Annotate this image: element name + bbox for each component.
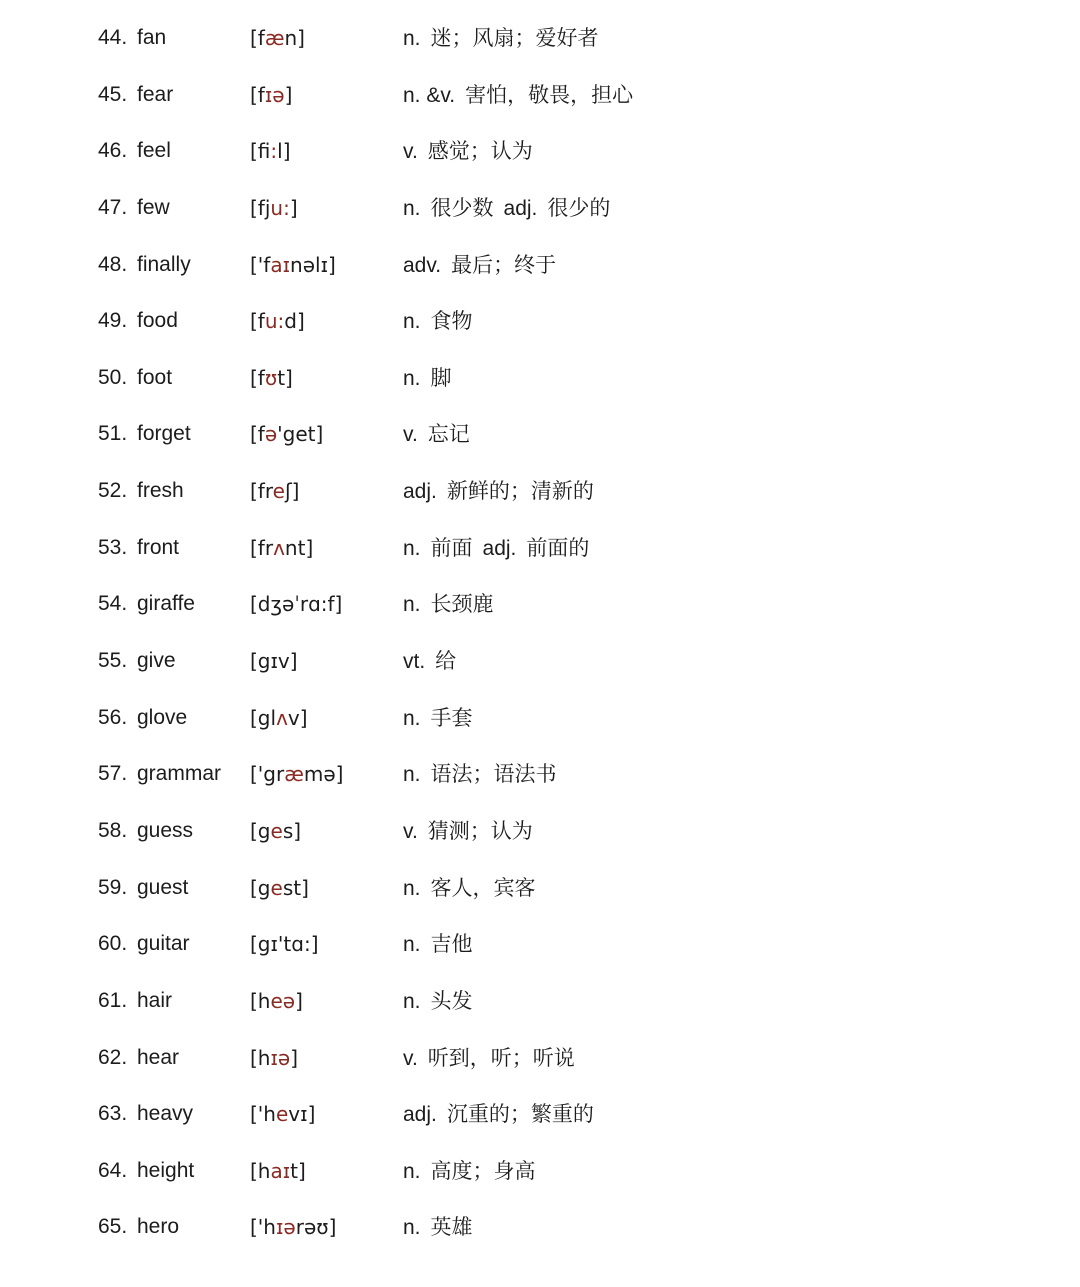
entry-phonetic: [250, 1030, 298, 1086]
phonetic-segment: s]: [282, 818, 302, 843]
entry-phonetic: [250, 746, 343, 802]
part-of-speech: n.: [403, 27, 421, 50]
vocab-entry: [0, 916, 1080, 973]
phonetic-highlight: e: [275, 1102, 289, 1127]
vocab-entry: [0, 633, 1080, 690]
part-of-speech: n. &v.: [403, 83, 456, 107]
meaning-text: 新鲜的；清新的: [446, 479, 594, 504]
phonetic-highlight: ɪə: [270, 1045, 291, 1070]
meaning-text: 前面的: [526, 535, 590, 560]
entry-word: food: [137, 309, 178, 333]
phonetic-segment: [f: [250, 365, 265, 390]
entry-number: 56.: [98, 705, 128, 729]
phonetic-segment: nt]: [284, 535, 314, 560]
meaning-text: 猜测；认为: [427, 818, 533, 843]
entry-number: 54.: [98, 592, 128, 616]
entry-word: glove: [137, 705, 188, 729]
part-of-speech: adj.: [503, 196, 538, 220]
entry-definition: [403, 123, 533, 180]
vocab-entry: [0, 1199, 1080, 1256]
phonetic-highlight: ʌ: [276, 705, 288, 730]
entry-number: 55.: [98, 649, 128, 673]
phonetic-highlight: e: [270, 818, 283, 843]
phonetic-highlight: ə: [264, 422, 278, 447]
part-of-speech: n.: [403, 933, 421, 957]
phonetic-segment: d]: [284, 309, 305, 334]
entry-number: 58.: [98, 818, 128, 842]
phonetic-segment: [f: [250, 309, 265, 334]
phonetic-segment: [fr: [250, 535, 274, 560]
phonetic-segment: t]: [277, 365, 293, 390]
phonetic-segment: ['h: [250, 1102, 276, 1127]
phonetic-highlight: e: [270, 875, 283, 900]
entry-number: 51.: [98, 422, 128, 446]
part-of-speech: n.: [403, 1216, 421, 1240]
entry-number: 53.: [98, 535, 128, 559]
meaning-text: 忘记: [427, 422, 470, 447]
phonetic-segment: rəʊ]: [295, 1215, 337, 1240]
phonetic-segment: v]: [287, 705, 308, 730]
phonetic-segment: mə]: [303, 762, 344, 787]
phonetic-segment: 'get]: [277, 422, 324, 447]
phonetic-highlight: i:: [270, 139, 278, 164]
part-of-speech: adv.: [403, 253, 442, 277]
entry-phonetic: [250, 1199, 336, 1255]
phonetic-segment: n]: [284, 26, 305, 50]
phonetic-highlight: aɪ: [270, 1158, 291, 1183]
entry-number: 52.: [98, 479, 128, 503]
entry-number: 65.: [98, 1215, 128, 1239]
entry-word: guitar: [137, 932, 190, 956]
vocab-entry: [0, 180, 1080, 237]
meaning-text: 沉重的；繁重的: [446, 1102, 594, 1127]
vocab-entry: [0, 803, 1080, 860]
vocab-entry: [0, 520, 1080, 577]
meaning-text: 最后；终于: [451, 252, 557, 277]
part-of-speech: vt.: [403, 650, 426, 674]
phonetic-segment: [dʒəˈrɑ:f]: [250, 592, 343, 617]
phonetic-highlight: ʊ: [264, 365, 278, 390]
meaning-text: 英雄: [430, 1215, 473, 1240]
entry-word: guess: [137, 818, 194, 842]
meaning-text: 给: [435, 649, 457, 674]
entry-definition: [403, 293, 473, 350]
phonetic-segment: nəlɪ]: [290, 252, 336, 277]
meaning-text: 听到，听；听说: [427, 1045, 575, 1070]
entry-number: 62.: [98, 1045, 128, 1069]
vocab-entry: [0, 67, 1080, 124]
meaning-text: 害怕，敬畏，担心: [465, 82, 634, 107]
phonetic-segment: [f: [250, 422, 265, 447]
entry-phonetic: [250, 463, 299, 519]
phonetic-highlight: ɪə: [264, 82, 285, 107]
entry-phonetic: [250, 123, 291, 179]
vocab-entry: [0, 293, 1080, 350]
entry-number: 57.: [98, 762, 128, 786]
entry-number: 50.: [98, 365, 128, 389]
entry-definition: [403, 67, 633, 124]
entry-phonetic: [250, 690, 308, 746]
vocab-entry: [0, 10, 1080, 67]
entry-phonetic: [250, 520, 313, 576]
entry-definition: [403, 860, 536, 917]
phonetic-segment: ]: [295, 988, 303, 1013]
phonetic-segment: ]: [289, 195, 298, 220]
entry-definition: [403, 1030, 575, 1087]
entry-definition: [403, 916, 473, 973]
vocab-entry: [0, 350, 1080, 407]
entry-word: hair: [137, 988, 173, 1012]
vocab-entry: [0, 123, 1080, 180]
entry-word: fan: [137, 26, 167, 49]
entry-word: heavy: [137, 1102, 194, 1126]
entry-number: 63.: [98, 1102, 128, 1126]
phonetic-highlight: æ: [284, 762, 304, 787]
entry-definition: [403, 803, 533, 860]
entry-phonetic: [250, 10, 305, 66]
meaning-text: 脚: [430, 365, 452, 390]
phonetic-highlight: æ: [264, 26, 285, 50]
entry-number: 46.: [98, 139, 128, 163]
part-of-speech: n.: [403, 366, 421, 390]
phonetic-highlight: aɪ: [270, 252, 291, 277]
part-of-speech: v.: [403, 140, 418, 164]
vocabulary-list: [0, 10, 1080, 1256]
vocab-entry: [0, 1086, 1080, 1143]
entry-definition: [403, 350, 452, 407]
meaning-text: 高度；身高: [430, 1158, 536, 1183]
part-of-speech: n.: [403, 196, 421, 220]
entry-number: 59.: [98, 875, 128, 899]
entry-phonetic: [250, 1143, 306, 1199]
part-of-speech: adj.: [403, 480, 437, 504]
entry-phonetic: [250, 916, 319, 972]
part-of-speech: n.: [403, 310, 421, 334]
vocab-entry: [0, 576, 1080, 633]
entry-definition: [403, 520, 589, 577]
meaning-text: 食物: [430, 309, 473, 334]
vocab-entry: [0, 463, 1080, 520]
part-of-speech: adj.: [403, 1103, 437, 1127]
entry-phonetic: [250, 293, 305, 349]
part-of-speech: n.: [403, 1159, 421, 1183]
entry-word: giraffe: [137, 592, 195, 616]
entry-definition: [403, 180, 610, 237]
phonetic-segment: l]: [277, 139, 291, 164]
entry-phonetic: [250, 633, 298, 689]
entry-definition: [403, 746, 557, 803]
phonetic-segment: t]: [290, 1158, 306, 1183]
phonetic-segment: [f: [250, 82, 265, 107]
entry-definition: [403, 1143, 536, 1200]
phonetic-segment: [gɪ'tɑ:]: [250, 932, 319, 957]
phonetic-segment: vɪ]: [288, 1102, 316, 1127]
entry-phonetic: [250, 860, 309, 916]
phonetic-segment: [g: [250, 818, 271, 843]
part-of-speech: v.: [403, 423, 418, 447]
vocab-entry: [0, 690, 1080, 747]
entry-definition: [403, 690, 473, 747]
entry-word: grammar: [137, 762, 222, 786]
part-of-speech: n.: [403, 876, 421, 900]
part-of-speech: v.: [403, 1046, 418, 1070]
phonetic-highlight: ɪə: [275, 1215, 296, 1240]
phonetic-segment: [gl: [250, 705, 277, 730]
phonetic-highlight: ʌ: [273, 535, 285, 560]
vocab-entry: [0, 1030, 1080, 1087]
entry-word: guest: [137, 875, 189, 899]
entry-word: feel: [137, 139, 171, 163]
vocab-entry: [0, 406, 1080, 463]
meaning-text: 迷；风扇；爱好者: [430, 26, 599, 50]
vocab-entry: [0, 237, 1080, 294]
entry-number: 64.: [98, 1158, 128, 1182]
vocab-entry: [0, 746, 1080, 803]
phonetic-highlight: eə: [270, 988, 296, 1013]
phonetic-segment: ]: [284, 82, 293, 107]
part-of-speech: n.: [403, 536, 421, 560]
entry-phonetic: [250, 803, 301, 859]
vocab-entry: [0, 1143, 1080, 1200]
meaning-text: 客人，宾客: [430, 875, 536, 900]
entry-definition: [403, 973, 473, 1030]
meaning-text: 感觉；认为: [427, 139, 533, 164]
entry-definition: [403, 633, 456, 690]
meaning-text: 长颈鹿: [430, 592, 494, 617]
entry-word: fear: [137, 82, 174, 106]
phonetic-segment: st]: [282, 875, 309, 900]
part-of-speech: n.: [403, 706, 421, 730]
entry-word: forget: [137, 422, 191, 446]
entry-word: finally: [137, 252, 191, 276]
vocab-entry: [0, 973, 1080, 1030]
entry-number: 48.: [98, 252, 128, 276]
entry-phonetic: [250, 180, 298, 236]
phonetic-segment: [f: [250, 139, 271, 164]
phonetic-segment: [gɪv]: [250, 649, 298, 674]
entry-number: 61.: [98, 988, 128, 1012]
meaning-text: 手套: [430, 705, 473, 730]
entry-definition: [403, 1199, 473, 1256]
entry-word: give: [137, 649, 176, 673]
phonetic-highlight: u:: [264, 309, 285, 334]
entry-definition: [403, 237, 556, 294]
entry-word: foot: [137, 365, 173, 389]
entry-phonetic: [250, 350, 293, 406]
phonetic-segment: [h: [250, 1045, 271, 1070]
phonetic-segment: [f: [250, 26, 265, 50]
meaning-text: 前面: [430, 535, 473, 560]
entry-number: 44.: [98, 26, 128, 49]
part-of-speech: n.: [403, 989, 421, 1013]
phonetic-highlight: u:: [270, 195, 290, 220]
entry-definition: [403, 406, 470, 463]
vocab-entry: [0, 860, 1080, 917]
phonetic-segment: [fr: [250, 479, 273, 504]
entry-phonetic: [250, 67, 292, 123]
entry-word: hero: [137, 1215, 180, 1239]
entry-phonetic: [250, 406, 323, 462]
part-of-speech: n.: [403, 763, 421, 787]
part-of-speech: v.: [403, 819, 418, 843]
part-of-speech: adj.: [482, 536, 517, 560]
phonetic-segment: ]: [290, 1045, 299, 1070]
phonetic-segment: ʃ]: [284, 479, 300, 504]
entry-word: front: [137, 535, 180, 559]
phonetic-segment: [h: [250, 988, 271, 1013]
phonetic-segment: [fj: [250, 195, 271, 220]
meaning-text: 吉他: [430, 932, 473, 957]
entry-phonetic: [250, 576, 342, 632]
entry-definition: [403, 1086, 594, 1143]
entry-phonetic: [250, 973, 303, 1029]
meaning-text: 语法；语法书: [430, 762, 557, 787]
phonetic-segment: ['gr: [250, 762, 285, 787]
part-of-speech: n.: [403, 593, 421, 617]
phonetic-highlight: e: [272, 479, 285, 504]
entry-word: hear: [137, 1045, 180, 1069]
entry-number: 49.: [98, 309, 128, 333]
entry-definition: [403, 576, 494, 633]
entry-number: 45.: [98, 82, 128, 106]
entry-phonetic: [250, 1086, 315, 1142]
entry-word: height: [137, 1158, 195, 1182]
entry-definition: [403, 10, 599, 67]
entry-number: 60.: [98, 932, 128, 956]
entry-word: few: [137, 195, 170, 219]
phonetic-segment: [h: [250, 1158, 271, 1183]
phonetic-segment: ['f: [250, 252, 271, 277]
entry-definition: [403, 463, 594, 520]
entry-phonetic: [250, 237, 336, 293]
entry-word: fresh: [137, 479, 184, 503]
entry-number: 47.: [98, 195, 128, 219]
phonetic-segment: ['h: [250, 1215, 276, 1240]
meaning-text: 头发: [430, 988, 473, 1013]
meaning-text: 很少的: [547, 195, 611, 220]
phonetic-segment: [g: [250, 875, 271, 900]
meaning-text: 很少数: [430, 195, 494, 220]
